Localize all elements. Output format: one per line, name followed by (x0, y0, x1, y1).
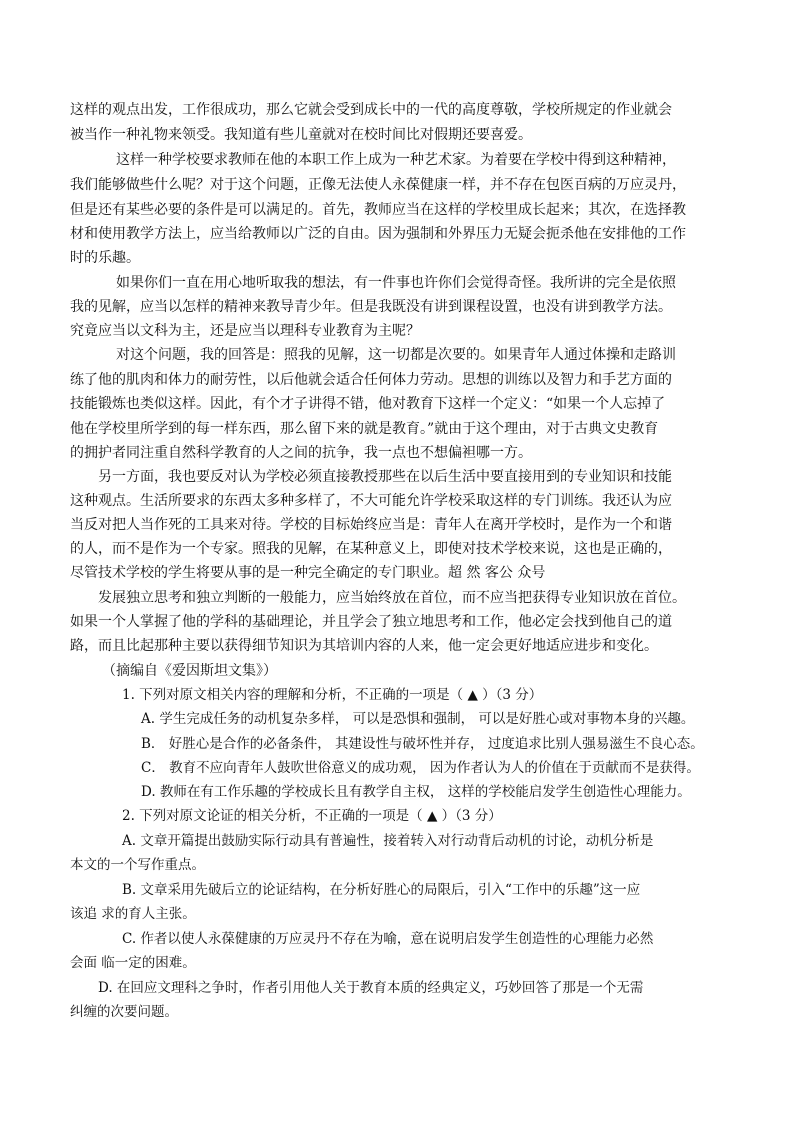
question-2-option-c-cont: 会面 临一定的困难。 (70, 955, 196, 971)
passage-line: 练了他的肌肉和体力的耐劳性，以后他就会适合任何体力劳动。思想的训练以及智力和手艺方面的 (70, 372, 672, 388)
passage-line: 如果你们一直在用心地听取我的想法，有一件事也许你们会觉得奇怪。我所讲的完全是依照 (116, 275, 676, 291)
passage-line: 我的见解，应当以怎样的精神来教导青少年。但是我既没有讲到课程设置，也没有讲到教学方法。 (70, 299, 672, 315)
passage-line: 技能锻炼也类似这样。因此，有个才子讲得不错，他对教育下这样一个定义：“如果一个人忘掉了 (70, 396, 666, 412)
question-1-option-a: A. 学生完成任务的动机复杂多样， 可以是恐惧和强制， 可以是好胜心或对事物本身的兴趣。 (141, 711, 695, 727)
question-1-option-c: C． 教育不应向青年人鼓吹世俗意义的成功观， 因为作者认为人的价值在于贡献而不是获得。 (141, 760, 700, 776)
passage-line: 材和使用教学方法上，应当给教师以广泛的自由。因为强制和外界压力无疑会扼杀他在安排他的工作 (70, 226, 686, 242)
question-2-option-b: B. 文章采用先破后立的论证结构，在分析好胜心的局限后，引入“工作中的乐趣”这一应 (122, 882, 641, 898)
passage-line: 另一方面，我也要反对认为学校必须直接教授那些在以后生活中要直接用到的专业知识和技能 (98, 469, 672, 485)
question-2-option-b-cont: 该追 求的育人主张。 (70, 906, 196, 922)
passage-line: 发展独立思考和独立判断的一般能力，应当始终放在首位，而不应当把获得专业知识放在首位。 (98, 590, 686, 606)
passage-line: 时的乐趣。 (70, 250, 140, 266)
question-1-option-d: D. 教师在有工作乐趣的学校成长且有教学自主权， 这样的学校能启发学生创造性心理能力。 (141, 784, 691, 800)
passage-line: 的人，而不是作为一个专家。照我的见解，在某种意义上，即使对技术学校来说，这也是正确的， (70, 541, 672, 557)
passage-line: 的拥护者同注重自然科学教育的人之间的抗争，我一点也不想偏袒哪一方。 (70, 445, 532, 461)
passage-line: 如果一个人掌握了他的学科的基础理论，并且学会了独立地思考和工作，他必定会找到他自己的道 (70, 614, 672, 630)
passage-line: 对这个问题，我的回答是：照我的见解，这一切都是次要的。如果青年人通过体操和走路训 (116, 347, 676, 363)
source-citation: （摘编自《爱因斯坦文集》） (102, 663, 277, 679)
question-2-stem: 2. 下列对原文论证的相关分析，不正确的一项是（ ▲ ）（3 分） (122, 808, 502, 824)
question-2-option-d: D. 在回应文理科之争时，作者引用他人关于教育本质的经典定义，巧妙回答了那是一个无需 (98, 980, 644, 996)
passage-line: 这样的观点出发，工作很成功，那么它就会受到成长中的一代的高度尊敬，学校所规定的作业就会 (70, 102, 672, 118)
question-2-option-a-cont: 本文的一个写作重点。 (70, 857, 205, 873)
passage-line: 路，而且比起那种主要以获得细节知识为其培训内容的人来，他一定会更好地适应进步和变化。 (70, 638, 658, 654)
passage-line: 尽管技术学校的学生将要从事的是一种完全确定的专门职业。超 然 客公 众号 (70, 565, 546, 581)
question-1-option-b: B． 好胜心是合作的必备条件， 其建设性与破坏性并存， 过度追求比别人强易滋生不良心态。 (141, 736, 704, 752)
passage-line: 但是还有某些必要的条件是可以满足的。首先，教师应当在这样的学校里成长起来；其次，在选择教 (70, 202, 686, 218)
passage-line: 我们能够做些什么呢？对于这个问题，正像无法使人永葆健康一样，并不存在包医百病的万应灵丹， (70, 177, 686, 193)
question-2-option-c: C. 作者以使人永葆健康的万应灵丹不存在为喻，意在说明启发学生创造性的心理能力必然 (122, 931, 654, 947)
passage-line: 这样一种学校要求教师在他的本职工作上成为一种艺术家。为着要在学校中得到这种精神， (116, 152, 676, 168)
passage-line: 当反对把人当作死的工具来对待。学校的目标始终应当是：青年人在离开学校时，是作为一个和谐 (70, 517, 672, 533)
question-2-option-a: A. 文章开篇提出鼓励实际行动具有普遍性，接着转入对行动背后动机的讨论，动机分析是 (122, 833, 654, 849)
passage-line: 他在学校里所学到的每一样东西，那么留下来的就是教育。”就由于这个理由，对于古典文史教育 (70, 421, 659, 437)
passage-line: 究竟应当以文科为主，还是应当以理科专业教育为主呢？ (70, 323, 420, 339)
question-2-option-d-cont: 纠缠的次要问题。 (70, 1004, 178, 1020)
question-1-stem: 1. 下列对原文相关内容的理解和分析，不正确的一项是（ ▲ ）（3 分） (122, 687, 543, 703)
passage-line: 这种观点。生活所要求的东西太多种多样了，不大可能允许学校采取这样的专门训练。我还认为应 (70, 493, 672, 509)
passage-line: 被当作一种礼物来领受。我知道有些儿童就对在校时间比对假期还要喜爱。 (70, 127, 532, 143)
